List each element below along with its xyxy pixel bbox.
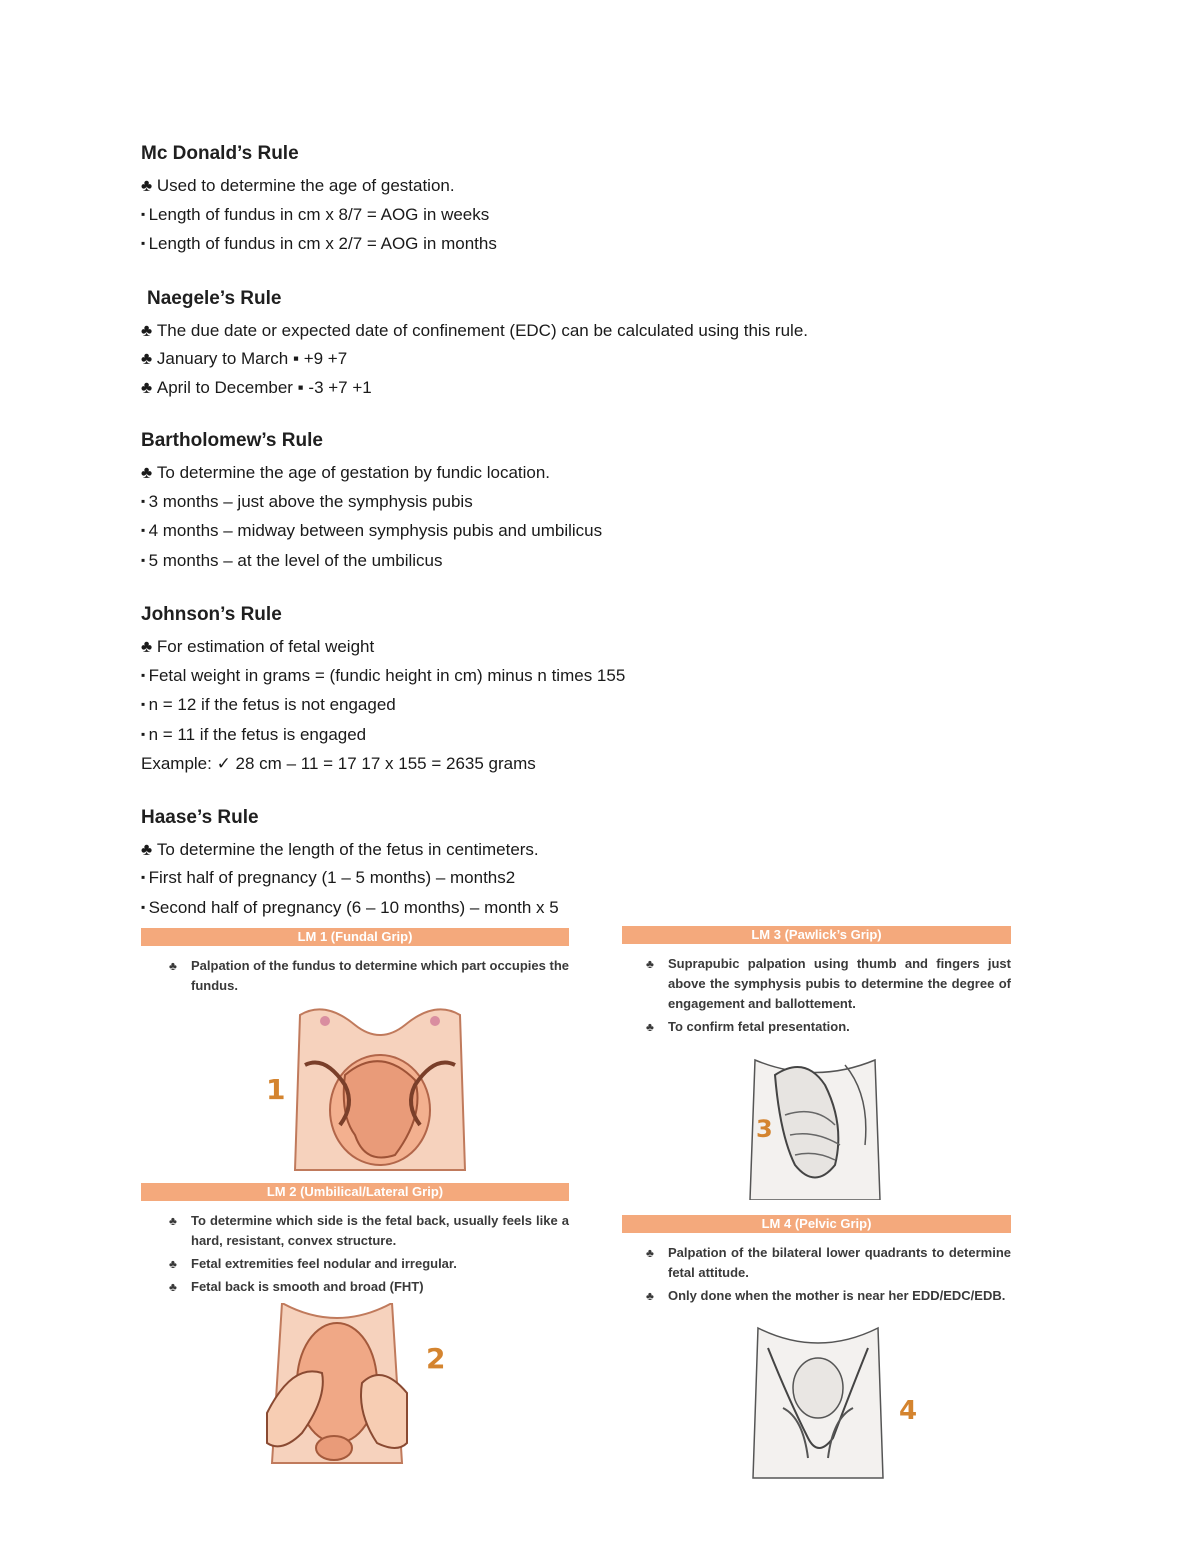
- list-item: ♣ Palpation of the bilateral lower quadrants to determine fetal attitude.: [668, 1243, 1011, 1283]
- figure-number: 1: [266, 1073, 286, 1106]
- list-item: ♣ Fetal back is smooth and broad (FHT): [191, 1277, 569, 1297]
- line: ▪ Second half of pregnancy (6 – 10 months) – month x 5: [141, 894, 1041, 924]
- line: ♣ For estimation of fetal weight: [141, 633, 1041, 662]
- lm4-card: [622, 1215, 1011, 1309]
- list-item: ♣ Palpation of the fundus to determine which part occupies the fundus.: [191, 956, 569, 996]
- lm3-card: [622, 926, 1011, 1040]
- figure-number: 3: [756, 1115, 773, 1143]
- fundal-grip-illustration: [285, 1005, 475, 1173]
- pelvic-grip-illustration: [748, 1318, 888, 1481]
- mcdonald-section: [141, 140, 1041, 260]
- line: ▪ Length of fundus in cm x 2/7 = AOG in months: [141, 230, 1041, 260]
- line: ▪ 3 months – just above the symphysis pubis: [141, 488, 1041, 518]
- list-item: ♣ To confirm fetal presentation.: [668, 1017, 1011, 1037]
- list-item: ♣ Fetal extremities feel nodular and irregular.: [191, 1254, 569, 1274]
- rules-text: [141, 140, 1041, 948]
- line: ▪ 5 months – at the level of the umbilicus: [141, 547, 1041, 577]
- lm1-items: [141, 956, 569, 996]
- lm4-items: [622, 1243, 1011, 1306]
- johnson-section: [141, 601, 1041, 779]
- lm4-title: LM 4 (Pelvic Grip): [622, 1215, 1011, 1233]
- figure-number: 4: [899, 1396, 918, 1426]
- line: ♣ To determine the length of the fetus in centimeters.: [141, 836, 1041, 865]
- lm3-items: [622, 954, 1011, 1037]
- lm1-card: [141, 928, 569, 999]
- lm2-title: LM 2 (Umbilical/Lateral Grip): [141, 1183, 569, 1201]
- line: ♣ April to December ▪ -3 +7 +1: [141, 374, 1041, 403]
- line: ▪ Fetal weight in grams = (fundic height in cm) minus n times 155: [141, 662, 1041, 692]
- line: ▪ First half of pregnancy (1 – 5 months) – months2: [141, 864, 1041, 894]
- section-title: Mc Donald’s Rule: [141, 143, 299, 164]
- line: ▪ n = 11 if the fetus is engaged: [141, 721, 1041, 751]
- line: ♣ The due date or expected date of confinement (EDC) can be calculated using this rule.: [141, 317, 1041, 346]
- section-title: Haase’s Rule: [141, 806, 259, 828]
- list-item: ♣ Suprapubic palpation using thumb and fingers just above the symphysis pubis to determine the degree of engagement and ballottement.: [668, 954, 1011, 1014]
- section-title: Naegele’s Rule: [147, 287, 282, 309]
- section-title: Bartholomew’s Rule: [141, 430, 323, 451]
- lateral-grip-illustration: [262, 1303, 412, 1465]
- section-title: Johnson’s Rule: [141, 604, 282, 625]
- figure-number: 2: [426, 1342, 446, 1375]
- line: ♣ January to March ▪ +9 +7: [141, 345, 1041, 374]
- lm2-card: [141, 1183, 569, 1300]
- haase-section: [141, 804, 1041, 924]
- list-item: ♣ To determine which side is the fetal back, usually feels like a hard, resistant, convex structure.: [191, 1211, 569, 1251]
- lm3-title: LM 3 (Pawlick’s Grip): [622, 926, 1011, 944]
- lm1-title: LM 1 (Fundal Grip): [141, 928, 569, 946]
- bartholomew-section: [141, 427, 1041, 576]
- line: ♣ Used to determine the age of gestation.: [141, 172, 1041, 201]
- line: ♣ To determine the age of gestation by fundic location.: [141, 459, 1041, 488]
- naegele-section: [141, 285, 1041, 403]
- line: ▪ Length of fundus in cm x 8/7 = AOG in weeks: [141, 201, 1041, 231]
- list-item: ♣ Only done when the mother is near her EDD/EDC/EDB.: [668, 1286, 1011, 1306]
- line: ▪ n = 12 if the fetus is not engaged: [141, 691, 1041, 721]
- line: ▪ 4 months – midway between symphysis pubis and umbilicus: [141, 517, 1041, 547]
- lm2-items: [141, 1211, 569, 1297]
- example-line: Example: ✓ 28 cm – 11 = 17 17 x 155 = 2635 grams: [141, 754, 536, 773]
